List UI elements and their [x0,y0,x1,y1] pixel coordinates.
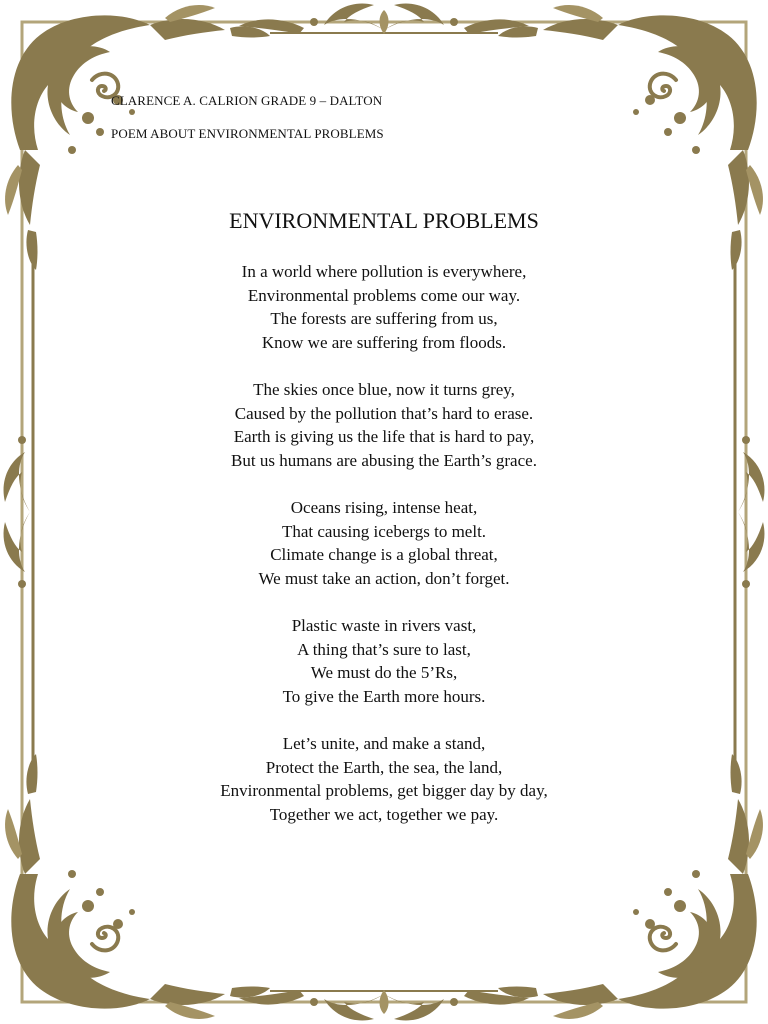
poem-line: But us humans are abusing the Earth’s grace. [231,450,537,470]
poem-line: Climate change is a global threat, [270,545,498,564]
poem-line: The forests are suffering from us, [270,309,498,328]
stanza-2 [0,378,768,472]
stanza-3 [0,496,768,590]
stanza-1 [0,260,768,354]
poem-line: Let’s unite, and make a stand, [282,734,486,753]
poem-line: Oceans rising, intense heat, [290,498,478,517]
poem-line: Earth is giving us the life that is hard to pay, [233,427,535,446]
poem-line: Plastic waste in rivers vast, [291,616,477,635]
poem-title: ENVIRONMENTAL PROBLEMS [229,208,539,233]
stanza-5 [0,732,768,826]
author-grade-line: CLARENCE A. CALRION GRADE 9 – DALTON [111,93,383,108]
poem-line: Caused by the pollution that’s hard to erase. [234,403,534,423]
poem-line: We must do the 5’Rs, [310,663,458,682]
poem-line: Protect the Earth, the sea, the land, [265,757,503,777]
poem-line: We must take an action, don’t forget. [258,568,510,588]
poem-line: To give the Earth more hours. [282,686,486,706]
poem-line: Together we act, together we pay. [269,804,499,824]
poem-line: Environmental problems, get bigger day by day, [220,781,548,800]
poem-line: A thing that’s sure to last, [297,639,471,659]
poem-body [0,260,768,850]
poem-line: Know we are suffering from floods. [261,332,507,352]
poem-line: That causing icebergs to melt. [281,521,487,541]
poem-line: The skies once blue, now it turns grey, [253,380,515,399]
poem-line: Environmental problems come our way. [247,285,521,305]
poem-line: In a world where pollution is everywhere, [241,262,527,281]
stanza-4 [0,614,768,708]
document-subtitle: POEM ABOUT ENVIRONMENTAL PROBLEMS [111,126,384,141]
